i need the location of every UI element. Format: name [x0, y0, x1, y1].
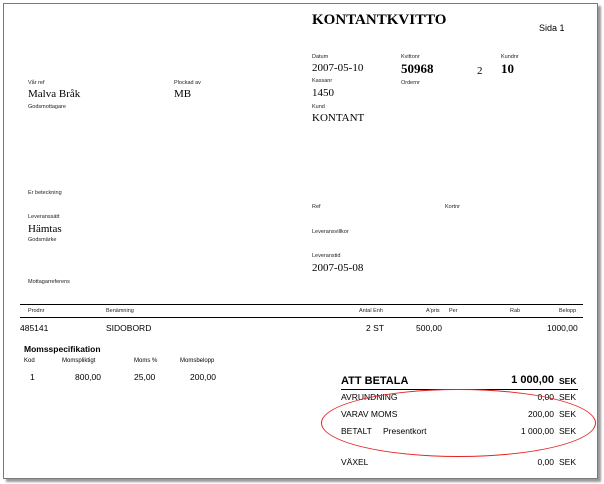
varav-moms-value: 200,00 — [528, 409, 554, 419]
col-apris: A'pris — [426, 308, 440, 314]
kvitto-label: Kvittonr — [401, 54, 420, 60]
datum-value: 2007-05-10 — [312, 62, 364, 74]
leveranssatt-value: Hämtas — [28, 223, 62, 235]
row-prodnr: 485141 — [20, 323, 49, 333]
moms-kod: 1 — [30, 372, 35, 382]
kvitto-value: 50968 — [401, 61, 434, 76]
kund-name-value: KONTANT — [312, 112, 365, 124]
row-apris: 500,00 — [416, 323, 442, 333]
leveransvillkor-label: Leveransvillkor — [312, 229, 349, 235]
col-belopp: Belopp — [559, 308, 577, 314]
att-betala-value: 1 000,00 — [511, 374, 554, 386]
att-betala-label: ATT BETALA — [341, 375, 409, 387]
moms-pliktigt: 800,00 — [75, 372, 101, 382]
avrundning-currency: SEK — [559, 392, 577, 402]
col-per: Per — [449, 308, 458, 314]
var-ref-label: Vår ref — [28, 80, 45, 86]
kassa-label: Kassanr — [312, 78, 333, 84]
leveranstid-value: 2007-05-08 — [312, 262, 364, 274]
kund-nr-label: Kundnr — [501, 54, 519, 60]
betalt-label: BETALT — [341, 426, 372, 436]
vaxel-value: 0,00 — [537, 457, 554, 467]
col-antal: Antal Enh — [359, 308, 383, 314]
er-beteckning-label: Er beteckning — [28, 190, 62, 196]
kund-name-label: Kund — [312, 104, 325, 110]
moms-col-pct: Moms % — [134, 358, 158, 364]
moms-title: Momsspecifikation — [24, 344, 101, 354]
row-benamning: SIDOBORD — [106, 323, 152, 333]
col-prodnr: Prodnr — [28, 308, 45, 314]
row-antal: 2 ST — [366, 323, 384, 333]
avrundning-label: AVRUNDNING — [341, 392, 398, 402]
kortnr-label: Kortnr — [445, 204, 460, 210]
mottagarreferens-label: Mottagarreferens — [28, 279, 70, 285]
order-label: Ordernr — [401, 80, 420, 86]
datum-label: Datum — [312, 54, 329, 60]
kassa-value: 1450 — [312, 87, 334, 99]
col-rab: Rab — [510, 308, 521, 314]
kvitto-extra: 2 — [477, 65, 483, 77]
table-header-rule — [20, 317, 583, 318]
moms-col-belopp: Momsbelopp — [180, 358, 215, 364]
avrundning-value: 0,00 — [537, 392, 554, 402]
varav-moms-currency: SEK — [559, 409, 577, 419]
plock-label: Plockad av — [174, 80, 201, 86]
var-ref-value: Malva Bråk — [28, 88, 81, 100]
betalt-method: Presentkort — [383, 426, 427, 436]
leveranssatt-label: Leveranssätt — [28, 214, 60, 220]
page-number: Sida 1 — [539, 23, 565, 33]
moms-col-pliktigt: Momspliktigt — [62, 358, 96, 364]
betalt-value: 1 000,00 — [520, 426, 554, 436]
leveranstid-label: Leveranstid — [312, 253, 341, 259]
moms-pct: 25,00 — [134, 372, 156, 382]
vaxel-currency: SEK — [559, 457, 577, 467]
moms-col-kod: Kod — [24, 358, 35, 364]
att-betala-currency: SEK — [559, 376, 577, 386]
table-top-rule — [20, 304, 583, 305]
varav-moms-label: VARAV MOMS — [341, 409, 398, 419]
row-belopp: 1000,00 — [547, 323, 578, 333]
kund-nr-value: 10 — [501, 61, 514, 76]
godsmottagare-label: Godsmottagare — [28, 104, 66, 110]
annotation-ellipse — [321, 389, 596, 457]
moms-belopp: 200,00 — [190, 372, 216, 382]
plock-value: MB — [174, 88, 192, 100]
godsmarke-label: Godsmärke — [28, 237, 57, 243]
receipt-title: KONTANTKVITTO — [312, 12, 447, 28]
ref-label: Ref — [312, 204, 321, 210]
vaxel-label: VÄXEL — [341, 457, 369, 467]
col-benamning: Benämning — [106, 308, 134, 314]
betalt-currency: SEK — [559, 426, 577, 436]
